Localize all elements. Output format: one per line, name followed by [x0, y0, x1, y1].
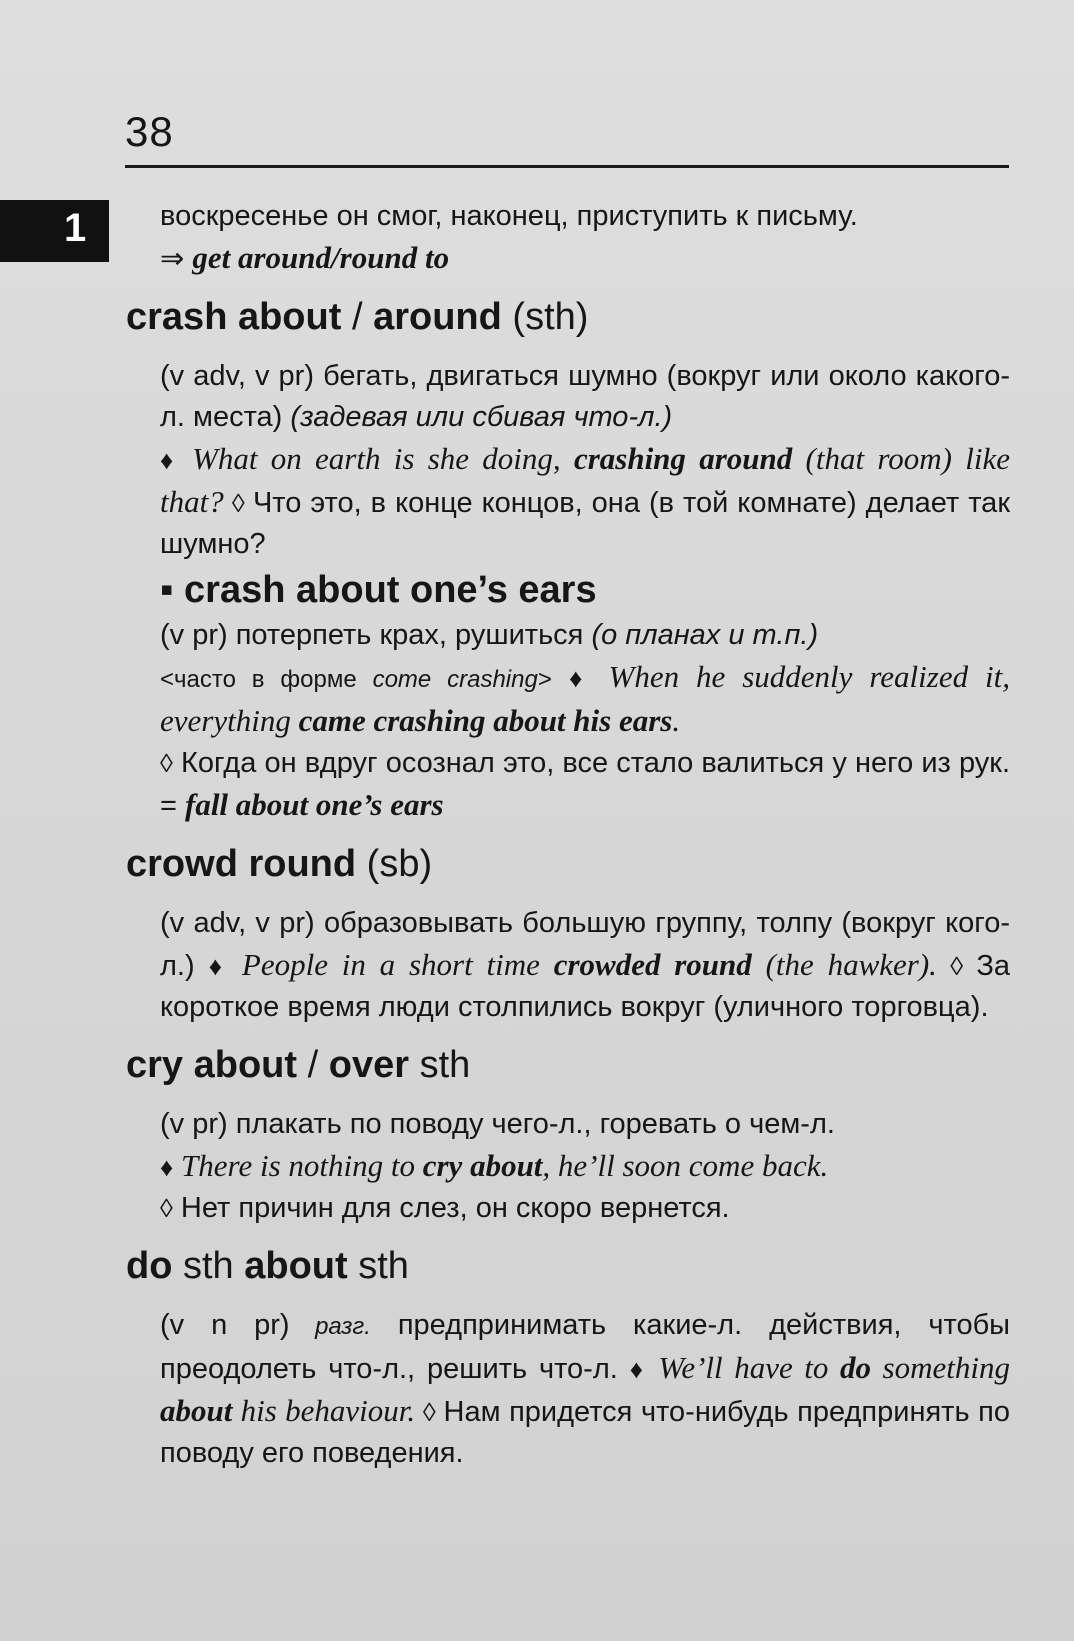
example-text-mid: something	[870, 1350, 1010, 1385]
subentry-body	[160, 615, 1010, 827]
example-text-end: (the hawker).	[751, 947, 937, 982]
usage-open-bracket: <	[160, 666, 175, 693]
grammar-label: (v pr)	[160, 619, 228, 651]
translation-icon: ◊	[223, 488, 253, 518]
example-diamond-icon: ♦	[160, 445, 179, 475]
example-phrase: crashing around	[573, 441, 793, 476]
subentry-crash-about-ears	[160, 565, 1010, 827]
header-rule	[125, 165, 1009, 168]
bullet-square-icon: ▪	[160, 569, 174, 611]
translation: За короткое время люди столпились вокруг (уличного торговца).	[160, 950, 1010, 1023]
chapter-tab	[0, 200, 109, 262]
example-diamond-icon: ♦	[629, 1354, 647, 1384]
entry-cry-about	[126, 1040, 1010, 1229]
grammar-label: (v adv, v pr)	[160, 907, 315, 939]
usage-text: часто в форме	[174, 666, 373, 693]
translation-icon: ◊	[160, 748, 173, 778]
example-text-end: his behaviour.	[232, 1393, 416, 1428]
grammar-label: (v pr)	[160, 1108, 228, 1140]
arrow-icon: ⇒	[160, 243, 185, 275]
example-phrase-2: about	[160, 1393, 233, 1428]
entry-body	[160, 1305, 1010, 1474]
translation-icon: ◊	[160, 1193, 173, 1223]
ref-phrase: get around/round to	[192, 240, 450, 275]
entry-headword: do sth about sth	[126, 1245, 409, 1287]
entry-body	[160, 356, 1010, 565]
definition: предпринимать какие-л. действия, чтобы преодолеть что-л., решить что-л.	[160, 1309, 1011, 1385]
translation: Что это, в конце концов, она (в той комнате) делает так шумно?	[160, 487, 1011, 560]
entry-headword: crowd round (sb)	[126, 843, 433, 885]
definition: плакать по поводу чего-л., горевать о чем-л.	[227, 1108, 835, 1140]
usage-note: (задевая или сбивая что-л.)	[290, 401, 673, 433]
example-text-end: , he’ll soon come back.	[542, 1148, 829, 1183]
entry-headword: crash about / around (sth)	[126, 296, 589, 338]
register-label: разг.	[289, 1313, 371, 1340]
usage-term: come crashing	[372, 666, 538, 693]
example-diamond-icon: ♦	[160, 1152, 174, 1182]
grammar-label: (v adv, v pr)	[160, 360, 314, 392]
intro-continuation	[160, 196, 1010, 237]
example-phrase: crowded round	[553, 947, 752, 982]
entries-column	[126, 196, 1011, 1474]
example-text-end: (that room) like that?	[160, 441, 1010, 519]
example-phrase: came crashing about his ears	[298, 703, 673, 738]
grammar-label: (v n pr)	[160, 1309, 290, 1341]
example-phrase: cry about	[422, 1148, 543, 1183]
entry-do-about	[126, 1241, 1011, 1474]
intro-text: воскресенье он смог, наконец, приступить к письму.	[160, 200, 858, 232]
example-text: When he suddenly realized it, everything	[160, 659, 1010, 738]
example-text: What on earth is she doing,	[178, 441, 574, 476]
synonym-mark: =	[160, 790, 185, 822]
subentry-headword: ▪ crash about one’s ears	[160, 569, 597, 611]
definition: потерпеть крах, рушиться	[227, 619, 592, 651]
entry-headword: cry about / over sth	[126, 1044, 471, 1086]
translation: Нет причин для слез, он скоро вернется.	[172, 1192, 730, 1224]
usage-note: (о планах и т.п.)	[591, 619, 819, 651]
page-number: 38	[125, 108, 174, 155]
translation: Нам придется что-нибудь предпринять по поводу его поведения.	[160, 1396, 1010, 1469]
definition: бегать, двигаться шумно (вокруг или около какого-л. места)	[160, 360, 1010, 433]
entry-body	[160, 903, 1010, 1028]
translation: Когда он вдруг осознал это, все стало валиться у него из рук.	[172, 747, 1010, 779]
usage-close-bracket: >	[537, 666, 552, 693]
example-phrase: do	[839, 1350, 871, 1385]
entry-crowd-round	[126, 839, 1011, 1028]
example-diamond-icon: ♦	[208, 951, 229, 981]
example-text-end: .	[672, 703, 681, 738]
translation-icon: ◊	[415, 1397, 444, 1427]
synonym-phrase: fall about one’s ears	[185, 787, 444, 822]
example-text: We’ll have to	[646, 1350, 840, 1385]
translation-icon: ◊	[936, 951, 977, 981]
chapter-tab-label: 1	[64, 206, 87, 250]
definition: образовывать большую группу, толпу (вокруг кого-л.)	[160, 907, 1011, 982]
entry-body	[160, 1104, 1010, 1229]
example-text: People in a short time	[228, 947, 554, 982]
entry-crash-about	[126, 292, 1011, 565]
example-diamond-icon: ♦	[569, 663, 592, 693]
cross-reference	[160, 237, 1010, 280]
example-text: There is nothing to	[173, 1148, 423, 1183]
